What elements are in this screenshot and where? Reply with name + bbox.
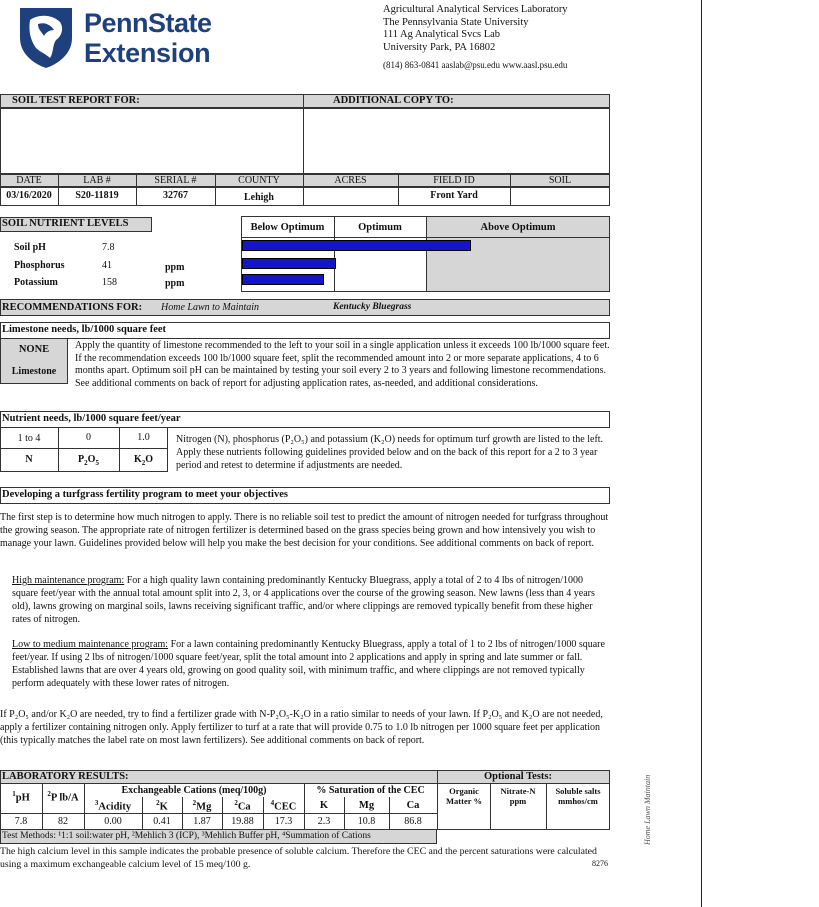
phosphorus-value: 41: [102, 260, 112, 271]
limestone-title: Limestone needs, lb/1000 square feet: [2, 324, 167, 335]
lab-acidity-header: $^3$Acidity: [94, 799, 132, 813]
col-lab: LAB #: [83, 175, 111, 186]
lab-acidity-value: 0.00: [104, 816, 122, 827]
lab-k-header: $^2$K: [156, 799, 168, 813]
lab-mg-value: 1.87: [193, 816, 211, 827]
col-field: FIELD ID: [433, 175, 475, 186]
optimum-label: Optimum: [358, 222, 402, 233]
recommendations-label: RECOMMENDATIONS FOR:: [2, 302, 143, 313]
needs-title: Nutrient needs, lb/1000 square feet/year: [2, 413, 181, 424]
address-line2: University Park, PA 16802: [383, 41, 496, 53]
soil-ph-name: Soil pH: [14, 242, 46, 253]
below-optimum-label: Below Optimum: [250, 222, 325, 233]
lab-saturation-header: % Saturation of the CEC: [316, 785, 425, 796]
lab-k-value: 0.41: [153, 816, 171, 827]
lab-cec-header: $^4$CEC: [270, 799, 297, 813]
phosphorus-unit: ppm: [165, 262, 185, 273]
lab-sat-k-header: K: [319, 800, 329, 811]
val-county: Lehigh: [243, 192, 274, 203]
needs-p-value: 0: [86, 432, 91, 443]
lab-p-header: $^2$P lb/A: [47, 790, 79, 804]
nutrient-title: SOIL NUTRIENT LEVELS: [2, 218, 129, 229]
potassium-bar: [242, 274, 324, 285]
needs-k-label: $K_2O$: [133, 454, 154, 467]
fertilizer-text: If P₂O₅ and/or K₂O are needed, try to find a fertilizer grade with N-P₂O₅-K₂O in a ratio similar to needs of your lawn. If P₂O₅ and K₂O are not needed, apply a fertilizer containing nitrogen only. Apply fertilizer to turf at a rate that will provide 0.75 to 1.0 lb nitrogen per 1000 square feet per application (this typically matches the label rate on most lawn fertilizers). See additional comments on back of report.: [0, 709, 603, 746]
logo-extension: Extension: [84, 38, 211, 68]
lab-ca-header: $^2$Ca: [234, 799, 251, 813]
limestone-amount: NONE: [18, 344, 50, 355]
lab-cec-value: 17.3: [274, 816, 293, 827]
lab-cations-header: Exchangeable Cations (meq/100g): [121, 785, 267, 796]
lab-p-value: 82: [58, 816, 68, 827]
soil-ph-value: 7.8: [102, 242, 115, 253]
test-methods: Test Methods: ¹1:1 soil:water pH, ²Mehlich 3 (ICP), ³Mehlich Buffer pH, ⁴Summation of Cations: [2, 831, 371, 841]
program-low: Low to medium maintenance program: For a lawn containing predominantly Kentucky Bluegrass, apply a total of 1 to 2 lbs of nitrogen/1000 square feet/year. If using 2 lbs of nitrogen/1000 square feet/year, split the total amount into 2 applications and apply in spring and late summer or fall. Established lawns that are over 4 years old, growing on good quality soil, with minimum traffic, and where clippings are not removed typically perform adequately with these lower rates of nitrogen.: [12, 639, 605, 689]
lab-om-header: Organic Matter %: [446, 786, 482, 806]
potassium-name: Potassium: [14, 277, 58, 288]
lab-sat-mg-value: 10.8: [357, 816, 376, 827]
col-date: DATE: [16, 175, 42, 186]
needs-n-label: N: [25, 454, 33, 465]
lab-sat-k-value: 2.3: [317, 816, 331, 827]
logo-pennstate: PennState: [84, 8, 212, 38]
potassium-value: 158: [102, 277, 117, 288]
address-line1: 111 Ag Analytical Svcs Lab: [383, 29, 501, 40]
lab-nitrate-header: Nitrate-N ppm: [500, 786, 536, 806]
val-field: Front Yard: [430, 190, 478, 201]
lab-sat-ca-value: 86.8: [404, 816, 422, 827]
page-edge-line: [701, 0, 702, 907]
report-code: 8276: [592, 859, 608, 868]
recommendations-grass: Kentucky Bluegrass: [333, 302, 412, 312]
recommendations-use: Home Lawn to Maintain: [161, 302, 260, 313]
val-serial: 32767: [163, 190, 188, 201]
lab-ph-value: 7.8: [14, 816, 28, 827]
penn-state-logo: [16, 6, 231, 72]
needs-k-value: 1.0: [137, 432, 150, 443]
lab-sat-ca-header: Ca: [406, 800, 420, 811]
side-label: Home Lawn Maintain: [643, 774, 652, 845]
program-title: Developing a turfgrass fertility program to meet your objectives: [2, 489, 288, 500]
program-high: High maintenance program: For a high quality lawn containing predominantly Kentucky Bluegrass, apply a total of 2 to 4 lbs of nitrogen/1000 square feet/year with the annual total amount split into 2, 3, or 4 applications over the course of the growing season. New lawns (less than 4 years old), lawns growing on marginal soils, lawns receiving significant traffic, and/or where clippings are removed typically benefit from these higher rates of nitrogen.: [12, 575, 595, 625]
val-lab: S20-11819: [75, 190, 119, 201]
optional-tests-title: Optional Tests:: [484, 771, 552, 782]
report-for-box: [0, 108, 610, 174]
lab-sat-mg-header: Mg: [358, 800, 375, 811]
soil-ph-bar: [242, 240, 471, 251]
copy-to-label: ADDITIONAL COPY TO:: [333, 95, 454, 106]
col-acres: ACRES: [334, 175, 367, 186]
program-intro: The first step is to determine how much nitrogen to apply. There is no reliable soil test to predict the amount of nitrogen needed for turfgrass throughout the growing season. The appropriate rate of nitrogen fertilizer is determined based on the grass species being grown and how intensively you wish to manage your lawn. Guidelines provided below will help you make the best decision for your conditions. See additional comments on back of report.: [0, 512, 609, 549]
lab-name: Agricultural Analytical Services Laboratory: [383, 4, 568, 15]
lab-address: [383, 4, 568, 72]
limestone-label: Limestone: [11, 366, 57, 377]
university: The Pennsylvania State University: [383, 16, 529, 28]
needs-p-label: $P_2O_5$: [78, 454, 99, 467]
lab-mg-header: $^2$Mg: [192, 799, 212, 813]
lab-ph-header: $^1$pH: [12, 790, 30, 804]
val-date: 03/16/2020: [6, 190, 52, 201]
phosphorus-name: Phosphorus: [14, 260, 65, 271]
above-optimum-label: Above Optimum: [480, 222, 556, 233]
limestone-text: Apply the quantity of limestone recommended to the left to your soil in a single application unless it exceeds 100 lb/1000 square feet. If the recommendation exceeds 100 lb/1000 square feet, split the recommended amount into 2 or more separate applications, 4 to 6 months apart. Optimum soil pH can be maintained by testing your soil every 2 to 3 years and following limestone recommendations. See additional comments on back of report for adjusting application rates, as-needed, and additional considerations.: [75, 340, 610, 389]
report-for-label: SOIL TEST REPORT FOR:: [12, 95, 140, 106]
lab-note: The high calcium level in this sample indicates the probable presence of soluble calcium. Therefore the CEC and the percent saturations were calculated using a maximum exchangeable calcium level of 15 meq/100 g.: [0, 846, 597, 870]
potassium-unit: ppm: [165, 278, 185, 289]
col-county: COUNTY: [238, 175, 280, 186]
col-serial: SERIAL #: [154, 175, 197, 186]
contact-line: (814) 863-0841 aaslab@psu.edu www.aasl.psu.edu: [383, 60, 568, 70]
phosphorus-bar: [242, 258, 336, 269]
lab-salts-header: Soluble salts mmhos/cm: [555, 786, 601, 806]
needs-text: Nitrogen (N), phosphorus (P₂O₅) and potassium (K₂O) needs for optimum turf growth are listed to the left. Apply these nutrients following guidelines provided below and on the back of this report for a 2 to 3 year period and retest to determine if adjustments are needed.: [176, 434, 604, 471]
needs-n-value: 1 to 4: [17, 433, 41, 444]
nittany-lion-shield-icon: [16, 6, 76, 70]
lab-results-title: LABORATORY RESULTS:: [2, 771, 129, 782]
col-soil: SOIL: [548, 175, 572, 186]
lab-ca-value: 19.88: [231, 816, 254, 827]
